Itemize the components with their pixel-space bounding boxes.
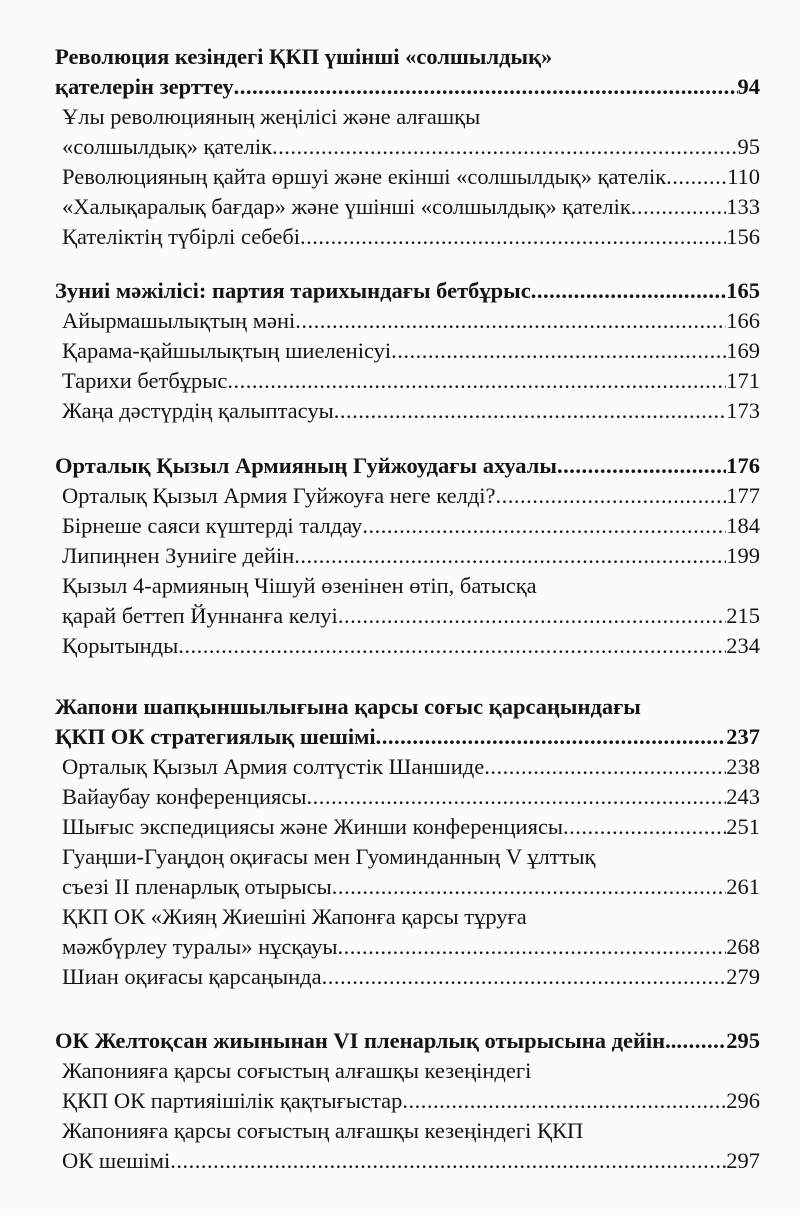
- toc-section: [52, 42, 760, 252]
- dot-leader: [334, 396, 727, 426]
- toc-entry: [52, 1056, 760, 1116]
- leader-row: [62, 1146, 760, 1176]
- dot-leader: [563, 812, 726, 842]
- line-text: Липиңнен Зуниіге дейін: [62, 543, 295, 568]
- line-text: съезі II пленарлық отырысы: [62, 874, 332, 899]
- line-text: қарай беттеп Йуннанға келуі: [62, 603, 338, 628]
- page-number: 261: [726, 874, 760, 899]
- page-number: 295: [726, 1028, 760, 1053]
- line-text: Шығыс экспедициясы және Жинши конференциясы: [62, 814, 564, 839]
- page-number: 234: [726, 633, 760, 658]
- dot-leader: [631, 192, 726, 222]
- toc-entry: [52, 571, 760, 631]
- dot-leader: [322, 962, 727, 992]
- leader-row: [62, 962, 760, 992]
- page-number: 243: [726, 784, 760, 809]
- dot-leader: [338, 932, 727, 962]
- dot-leader: [300, 222, 726, 252]
- toc-entry: [52, 102, 760, 162]
- dot-leader: [496, 481, 727, 511]
- line-text: ҚКП ОК стратегиялық шешімі: [55, 724, 376, 749]
- dot-leader: [234, 72, 738, 102]
- toc-entry: [52, 336, 760, 366]
- toc-section: [52, 276, 760, 426]
- line-text: ҚКП ОК партияішілік қақтығыстар: [62, 1088, 403, 1113]
- leader-row: [62, 366, 760, 396]
- page-number: 251: [726, 814, 760, 839]
- line-text: Жапонияға қарсы соғыстың алғашқы кезеңіндегі: [62, 1058, 532, 1083]
- leader-row: [62, 872, 760, 902]
- toc-entry: [52, 306, 760, 336]
- leader-row: [62, 631, 760, 661]
- leader-row: [62, 306, 760, 336]
- dot-leader: [295, 306, 726, 336]
- leader-row: [62, 162, 760, 192]
- line-text: Жапонияға қарсы соғыстың алғашқы кезеңіндегі ҚКП: [62, 1118, 584, 1143]
- line-text: Қорытынды: [62, 633, 179, 658]
- page-number: 169: [726, 338, 760, 363]
- line-text: қателерін зерттеу: [55, 74, 234, 99]
- toc-entry: [52, 842, 760, 902]
- line-text: Орталық Қызыл Армия Гуйжоуға неге келді?: [62, 483, 496, 508]
- line-text: Ұлы революцияның жеңілісі және алғашқы: [62, 104, 481, 129]
- toc-entry: [52, 511, 760, 541]
- page-number: 165: [726, 278, 760, 303]
- page-number: 279: [726, 964, 760, 989]
- leader-row: [62, 752, 760, 782]
- leader-row: [55, 1026, 760, 1056]
- leader-row: [62, 396, 760, 426]
- line-text: Бірнеше саяси күштерді талдау: [62, 513, 363, 538]
- line-text: Революцияның қайта өршуі және екінші «солшылдық» қателік: [62, 164, 667, 189]
- dot-leader: [391, 336, 726, 366]
- leader-row: [55, 276, 760, 306]
- page-number: 215: [726, 603, 760, 628]
- dot-leader: [338, 601, 726, 631]
- leader-row: [55, 72, 760, 102]
- toc-entry: [52, 396, 760, 426]
- page-number: 177: [726, 483, 760, 508]
- line-text: Гуаңши-Гуаңдоң оқиғасы мен Гуоминданның V ұлттық: [62, 844, 596, 869]
- page-number: 176: [726, 453, 760, 478]
- toc-entry: [52, 902, 760, 962]
- leader-row: [62, 511, 760, 541]
- toc-section: [52, 692, 760, 992]
- line-text: ОК Желтоқсан жиынынан VI пленарлық отырысына дейін..: [55, 1028, 677, 1053]
- leader-row: [62, 481, 760, 511]
- leader-row: [62, 222, 760, 252]
- line-text: ОК шешімі: [62, 1148, 171, 1173]
- leader-row: [62, 336, 760, 366]
- dot-leader: [676, 1026, 726, 1056]
- section-heading: [52, 42, 760, 102]
- page-number: 94: [737, 74, 760, 99]
- page-number: 268: [726, 934, 760, 959]
- dot-leader: [666, 162, 727, 192]
- line-text: Қарама-қайшылықтың шиеленісуі: [62, 338, 392, 363]
- toc-entry: [52, 752, 760, 782]
- leader-row: [62, 132, 760, 162]
- section-heading: [52, 1026, 760, 1056]
- line-text: Қызыл 4-армияның Чішуй өзенінен өтіп, батысқа: [62, 573, 537, 598]
- leader-row: [62, 812, 760, 842]
- dot-leader: [362, 511, 726, 541]
- dot-leader: [178, 631, 726, 661]
- leader-row: [62, 192, 760, 222]
- line-text: Зуниі мәжілісі: партия тарихындағы бетбұрыс: [55, 278, 531, 303]
- line-text: Революция кезіндегі ҚКП үшінші «солшылдық»: [55, 44, 553, 69]
- leader-row: [62, 541, 760, 571]
- page-number: 95: [737, 134, 760, 159]
- line-text: Вайаубау конференциясы: [62, 784, 307, 809]
- page-number: 173: [726, 398, 760, 423]
- toc-entry: [52, 812, 760, 842]
- toc-entry: [52, 962, 760, 992]
- toc-entry: [52, 782, 760, 812]
- table-of-contents: [52, 42, 760, 1200]
- dot-leader: [376, 722, 727, 752]
- section-heading: [52, 692, 760, 752]
- dot-leader: [557, 451, 726, 481]
- dot-leader: [402, 1086, 726, 1116]
- page-number: 171: [726, 368, 760, 393]
- toc-entry: [52, 366, 760, 396]
- toc-section: [52, 1026, 760, 1176]
- section-heading: [52, 451, 760, 481]
- line-text: Жаңа дәстүрдің қалыптасуы: [62, 398, 334, 423]
- line-text: Айырмашылықтың мәні: [62, 308, 296, 333]
- line-text: Шиан оқиғасы қарсаңында: [62, 964, 322, 989]
- toc-section: [52, 451, 760, 661]
- toc-entry: [52, 162, 760, 192]
- dot-leader: [294, 541, 726, 571]
- page-number: 110: [727, 164, 760, 189]
- leader-row: [62, 932, 760, 962]
- page-number: 238: [726, 754, 760, 779]
- dot-leader: [306, 782, 726, 812]
- dot-leader: [170, 1146, 726, 1176]
- toc-entry: [52, 631, 760, 661]
- dot-leader: [484, 752, 726, 782]
- page-number: 156: [726, 224, 760, 249]
- page-number: 133: [726, 194, 760, 219]
- line-text: Орталық Қызыл Армия солтүстік Шаншиде: [62, 754, 485, 779]
- line-text: Жапони шапқыншылығына қарсы соғыс қарсаңындағы: [55, 694, 641, 719]
- page-number: 184: [726, 513, 760, 538]
- dot-leader: [272, 132, 737, 162]
- line-text: Орталық Қызыл Армияның Гуйжоудағы ахуалы: [55, 453, 557, 478]
- page-number: 297: [726, 1148, 760, 1173]
- leader-row: [62, 601, 760, 631]
- toc-entry: [52, 1116, 760, 1176]
- line-text: Қателіктің түбірлі себебі: [62, 224, 301, 249]
- leader-row: [55, 451, 760, 481]
- toc-entry: [52, 192, 760, 222]
- page-number: 296: [726, 1088, 760, 1113]
- toc-entry: [52, 222, 760, 252]
- page-number: 199: [726, 543, 760, 568]
- toc-entry: [52, 481, 760, 511]
- dot-leader: [332, 872, 726, 902]
- section-heading: [52, 276, 760, 306]
- toc-entry: [52, 541, 760, 571]
- leader-row: [55, 722, 760, 752]
- line-text: «Халықаралық бағдар» және үшінші «солшылдық» қателік: [62, 194, 631, 219]
- line-text: «солшылдық» қателік: [62, 134, 273, 159]
- page-number: 237: [726, 724, 760, 749]
- line-text: Тарихи бетбұрыс: [62, 368, 228, 393]
- leader-row: [62, 1086, 760, 1116]
- dot-leader: [227, 366, 726, 396]
- page-number: 166: [726, 308, 760, 333]
- dot-leader: [531, 276, 727, 306]
- line-text: ҚКП ОК «Жияң Жиешіні Жапонға қарсы тұруға: [62, 904, 527, 929]
- leader-row: [62, 782, 760, 812]
- line-text: мәжбүрлеу туралы» нұсқауы: [62, 934, 338, 959]
